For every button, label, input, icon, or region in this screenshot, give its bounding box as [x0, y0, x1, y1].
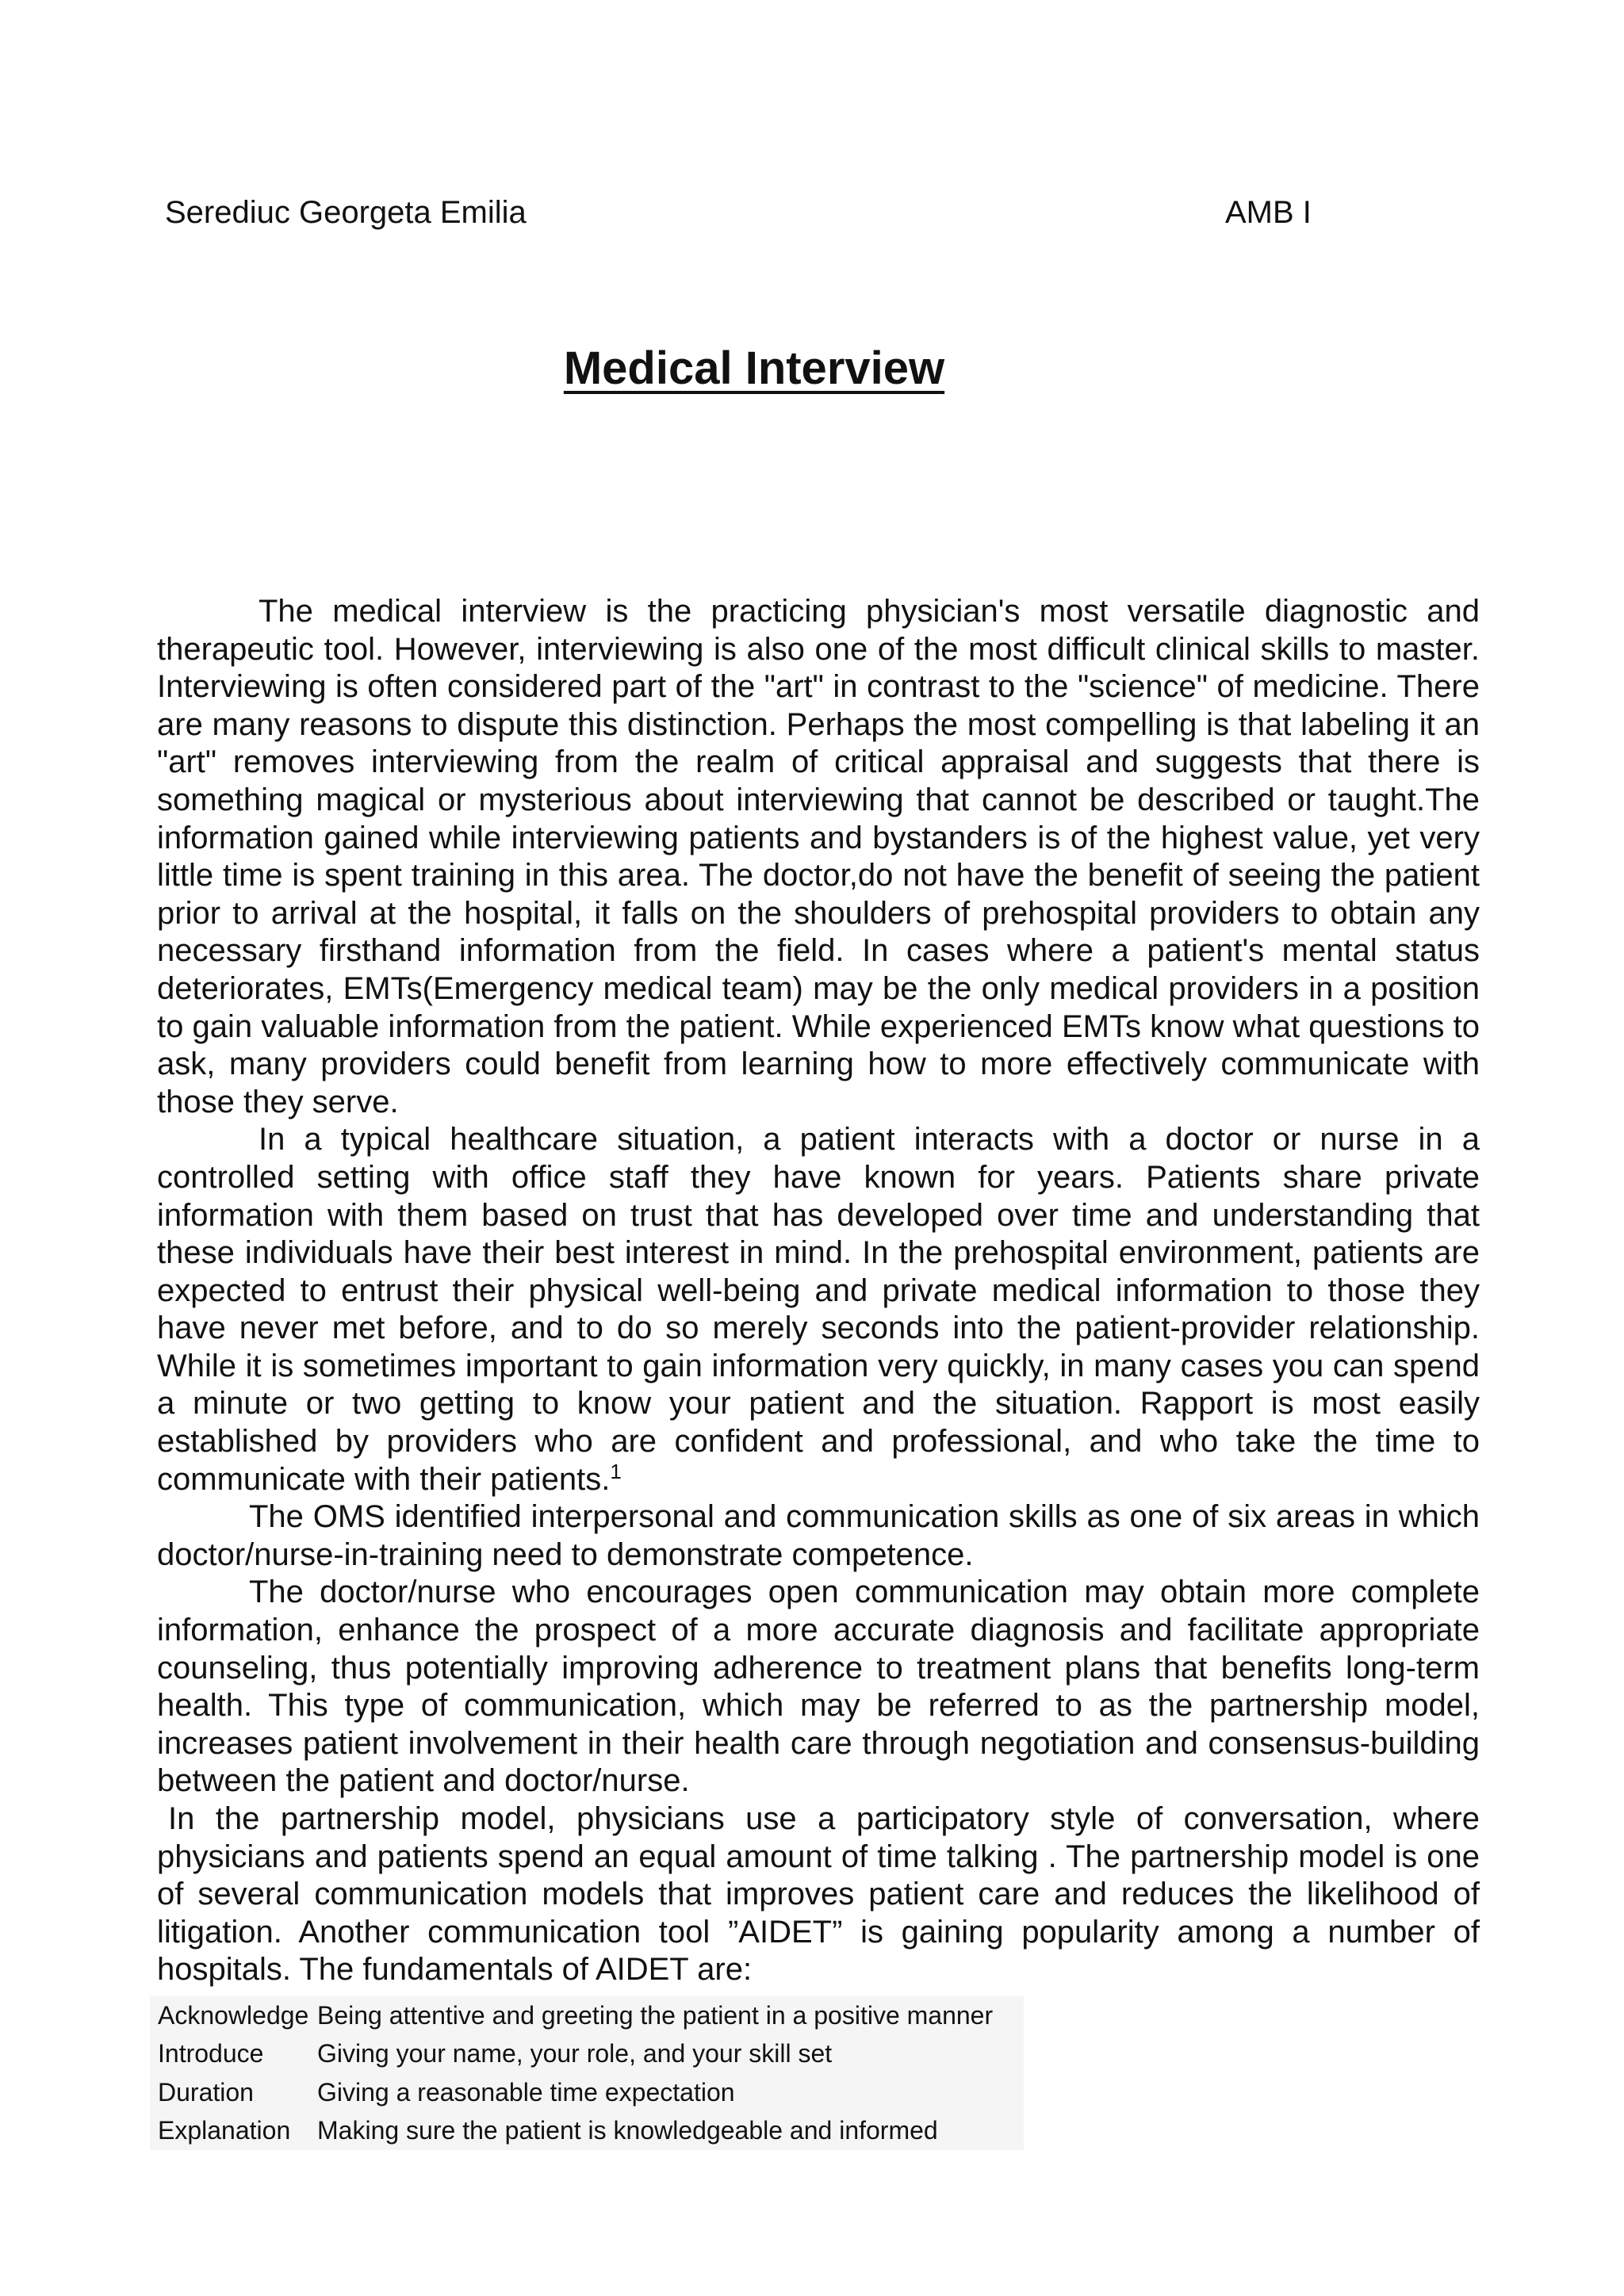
- aidet-term: Acknowledge: [158, 2000, 309, 2030]
- paragraph-intro: The medical interview is the practicing physician's most versatile diagnostic and therapeutic tool. However, interviewing is also one of the most difficult clinical skills to master. Interviewing is often considered part of the "art" in contrast to the "science" of medicine. There are many reasons to dispute this distinction. Perhaps the most compelling is that labeling it an "art" removes interviewing from the realm of critical appraisal and suggests that there is something magical or mysterious about interviewing that cannot be described or taught.The information gained while interviewing patients and bystanders is of the highest value, yet very little time is spent training in this area. The doctor,do not have the benefit of seeing the patient prior to arrival at the hospital, it falls on the shoulders of prehospital providers to obtain any necessary firsthand information from the field. In cases where a patient's mental status deteriorates, EMTs(Emergency medical team) may be the only medical providers in a position to gain valuable information from the patient. While experienced EMTs know what questions to ask, many providers could benefit from learning how to more effectively communicate with those they serve.: [157, 594, 1480, 1119]
- paragraph-healthcare-situation-text: In a typical healthcare situation, a patient interacts with a doctor or nurse in a controlled setting with office staff they have known for years. Patients share private information with them based on trust that has developed over time and understanding that these individuals have their best interest in mind. In the prehospital environment, patients are expected to entrust their physical well-being and private medical information to those they have never met before, and to do so merely seconds into the patient-provider relationship. While it is sometimes important to gain information very quickly, in many cases you can spend a minute or two getting to know your patient and the situation. Rapport is most easily established by providers who are confident and professional, and who take the time to communicate with their patients.: [157, 1122, 1480, 1497]
- aidet-term: Introduce: [158, 2039, 264, 2068]
- document-title: Medical Interview: [563, 342, 945, 394]
- table-row: [150, 1996, 1024, 2035]
- aidet-term: Duration: [158, 2077, 254, 2107]
- aidet-description: Giving a reasonable time expectation: [317, 2077, 735, 2107]
- table-row: [150, 2112, 1024, 2151]
- class-label: AMB I: [1225, 195, 1312, 230]
- aidet-description: Giving your name, your role, and your skill set: [317, 2039, 833, 2068]
- table-row: [150, 2073, 1024, 2112]
- paragraph-open-communication: The doctor/nurse who encourages open communication may obtain more complete information, enhance the prospect of a more accurate diagnosis and facilitate appropriate counseling, thus potentially improving adherence to treatment plans that benefits long-term health. This type of communication, which may be referred to as the partnership model, increases patient involvement in their health care through negotiation and consensus-building between the patient and doctor/nurse.: [157, 1575, 1480, 1799]
- paragraph-partnership-model: In the partnership model, physicians use a participatory style of conversation, where physicians and patients spend an equal amount of time talking . The partnership model is one of several communication models that improves patient care and reduces the likelihood of litigation. Another communication tool ”AIDET” is gaining popularity among a number of hospitals. The fundamentals of AIDET are:: [157, 1801, 1480, 1988]
- document-body: [157, 593, 1480, 1989]
- author-name: Serediuc Georgeta Emilia: [165, 195, 527, 230]
- footnote-marker: 1: [610, 1459, 622, 1483]
- aidet-term: Explanation: [158, 2116, 291, 2145]
- aidet-description: Making sure the patient is knowledgeable and informed: [317, 2116, 938, 2145]
- paragraph-healthcare-situation: [157, 1121, 1480, 1498]
- aidet-description: Being attentive and greeting the patient in a positive manner: [317, 2000, 994, 2030]
- table-row: [150, 2035, 1024, 2074]
- paragraph-oms: The OMS identified interpersonal and communication skills as one of six areas in which doctor/nurse-in-training need to demonstrate competence.: [157, 1499, 1480, 1572]
- aidet-table: [150, 1996, 1024, 2150]
